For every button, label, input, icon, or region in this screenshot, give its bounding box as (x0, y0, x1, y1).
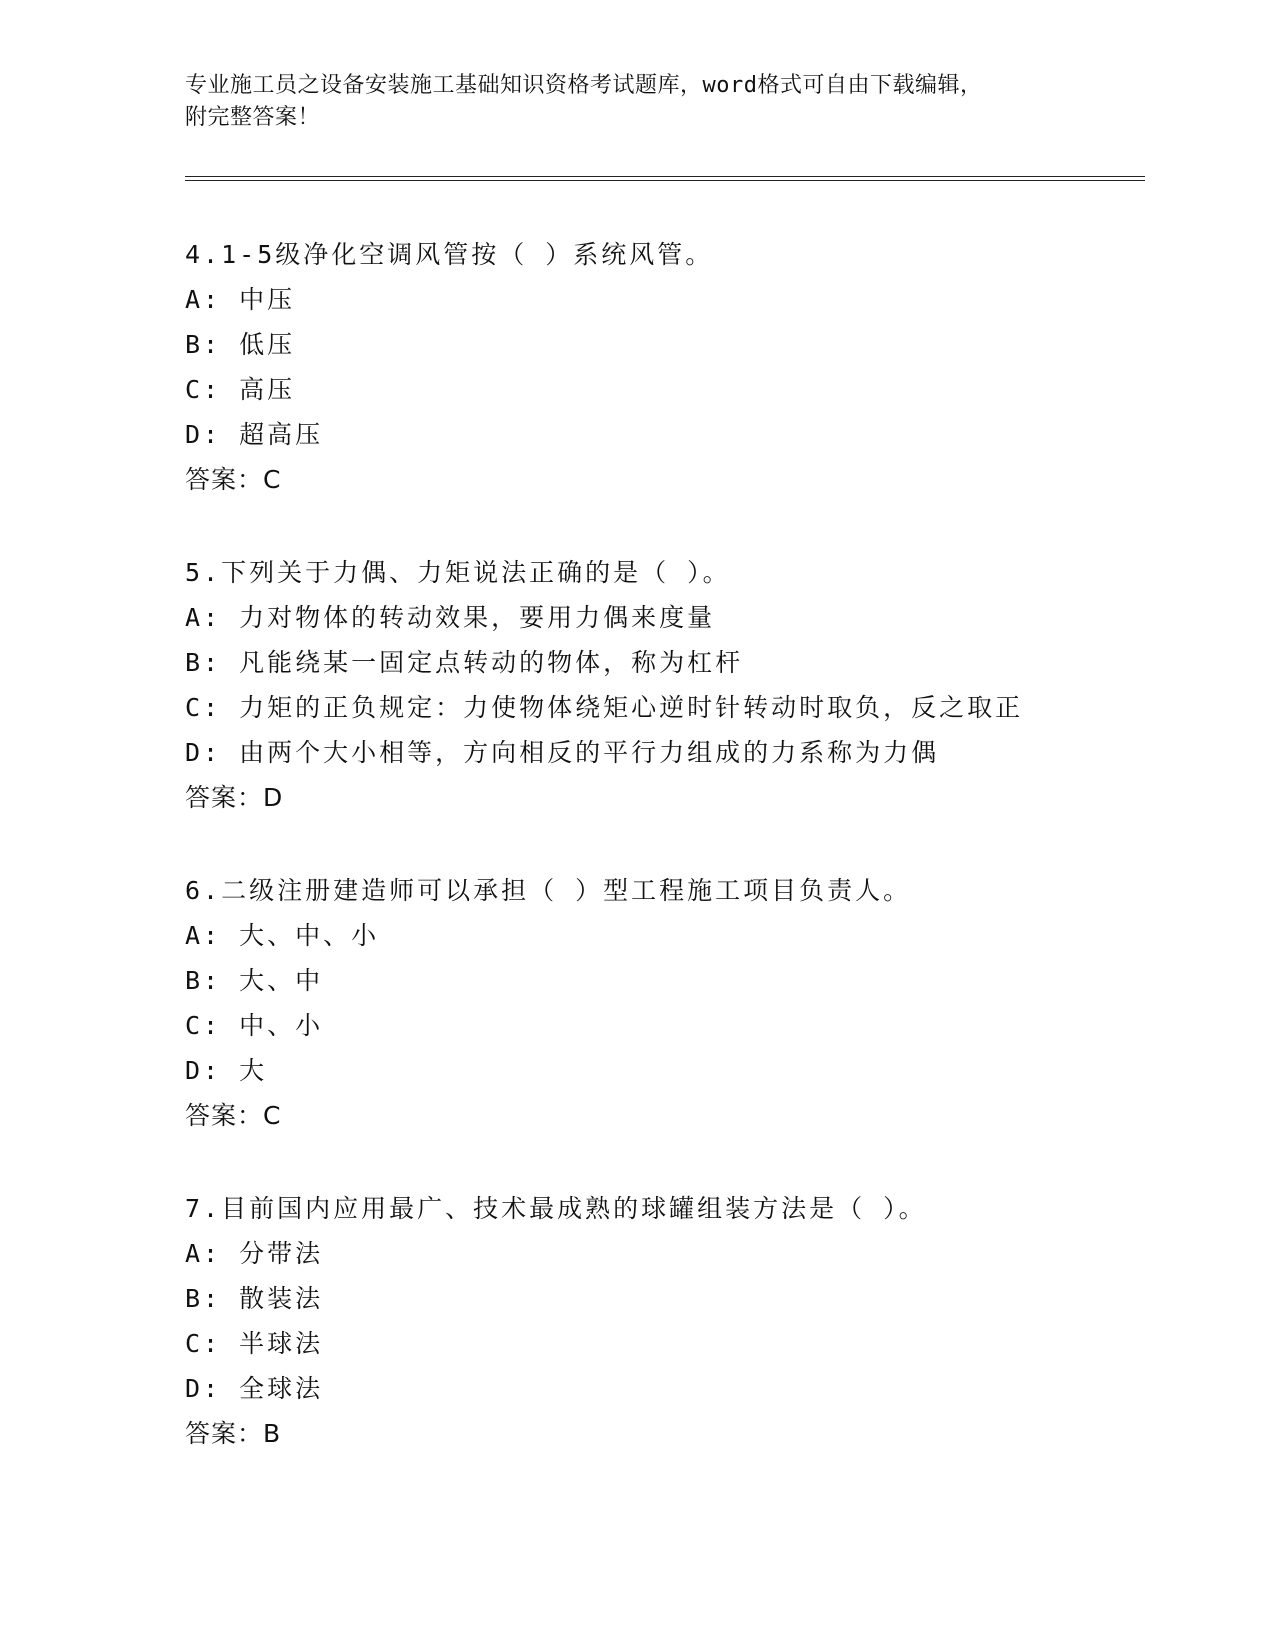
question-stem: 4.1-5级净化空调风管按（ ）系统风管。 (185, 240, 714, 269)
document-header (185, 70, 1085, 134)
option-b: B: 散装法 (185, 1284, 324, 1313)
option-a: A: 中压 (185, 285, 296, 314)
header-line-1: 专业施工员之设备安装施工基础知识资格考试题库，word格式可自由下载编辑， (185, 73, 983, 98)
option-a: A: 力对物体的转动效果，要用力偶来度量 (185, 603, 716, 632)
option-b: B: 凡能绕某一固定点转动的物体，称为杠杆 (185, 648, 744, 677)
question-stem: 5.下列关于力偶、力矩说法正确的是（ ）。 (185, 558, 731, 587)
answer-line: 答案：C (185, 1101, 282, 1130)
option-a: A: 分带法 (185, 1239, 324, 1268)
option-d: D: 全球法 (185, 1374, 324, 1403)
option-d: D: 由两个大小相等，方向相反的平行力组成的力系称为力偶 (185, 738, 940, 767)
header-double-rule (185, 176, 1145, 181)
question-4 (185, 232, 1145, 502)
answer-line: 答案：C (185, 465, 282, 494)
question-5 (185, 550, 1145, 820)
option-a: A: 大、中、小 (185, 921, 380, 950)
header-line-2: 附完整答案！ (185, 105, 321, 130)
option-c: C: 力矩的正负规定：力使物体绕矩心逆时针转动时取负，反之取正 (185, 693, 1024, 722)
question-6 (185, 868, 1145, 1138)
question-list (185, 232, 1145, 1504)
option-b: B: 大、中 (185, 966, 324, 995)
question-stem: 7.目前国内应用最广、技术最成熟的球罐组装方法是（ ）。 (185, 1194, 927, 1223)
option-d: D: 超高压 (185, 420, 324, 449)
answer-line: 答案：B (185, 1419, 282, 1448)
question-stem: 6.二级注册建造师可以承担（ ）型工程施工项目负责人。 (185, 876, 912, 905)
answer-line: 答案：D (185, 783, 284, 812)
option-c: C: 高压 (185, 375, 296, 404)
option-d: D: 大 (185, 1056, 268, 1085)
option-b: B: 低压 (185, 330, 296, 359)
option-c: C: 中、小 (185, 1011, 324, 1040)
option-c: C: 半球法 (185, 1329, 324, 1358)
document-page (185, 0, 1145, 1650)
question-7 (185, 1186, 1145, 1456)
